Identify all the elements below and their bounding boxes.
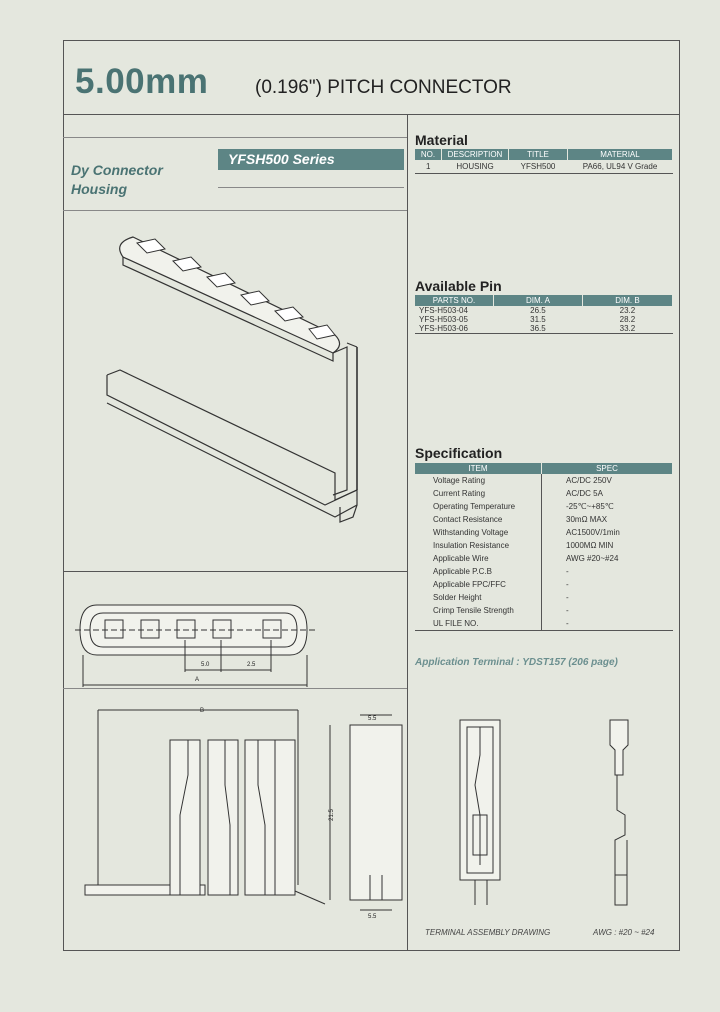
pin-col-dima: DIM. A [494, 295, 583, 306]
table-row [415, 160, 673, 174]
table-row [415, 552, 673, 565]
pin-table [415, 295, 673, 334]
table-row [415, 315, 673, 324]
dim-pitch: 5.0 [201, 662, 210, 668]
cell: 1 [426, 162, 431, 171]
product-line-top [63, 137, 407, 138]
cell: - [566, 606, 569, 615]
table-row [415, 578, 673, 591]
caption-awg: AWG : #20 ~ #24 [593, 928, 655, 937]
header-divider [63, 114, 680, 115]
cell: Solder Height [415, 591, 542, 604]
dim-top-width: 5.5 [368, 716, 377, 722]
title-pitch-inch: (0.196") PITCH CONNECTOR [255, 77, 512, 98]
material-heading: Material [415, 132, 468, 148]
cell: AWG #20~#24 [566, 554, 619, 563]
cell: - [566, 593, 569, 602]
table-row [415, 487, 673, 500]
left-divider [63, 571, 407, 572]
cell: PA66, UL94 V Grade [582, 162, 658, 171]
table-row [415, 513, 673, 526]
cell: YFS-H503-05 [419, 315, 468, 324]
series-banner: YFSH500 Series [218, 149, 404, 170]
cell: 31.5 [530, 315, 546, 324]
spec-col-item: ITEM [415, 463, 542, 474]
cell: Applicable FPC/FFC [415, 578, 542, 591]
material-col-title: TITLE [509, 149, 568, 160]
table-row [415, 324, 673, 334]
table-row [415, 500, 673, 513]
material-table [415, 149, 673, 174]
title-pitch-mm: 5.00mm [75, 62, 209, 101]
cell: HOUSING [456, 162, 494, 171]
pin-col-part: PARTS NO. [415, 295, 494, 306]
cell: YFS-H503-06 [419, 324, 468, 333]
dim-bottom-width: 5.5 [368, 914, 377, 920]
cell: 36.5 [530, 324, 546, 333]
cell: 28.2 [619, 315, 636, 324]
product-type: Housing [71, 181, 127, 197]
cell: - [566, 567, 569, 576]
table-row [415, 604, 673, 617]
cell: AC1500V/1min [566, 528, 620, 537]
cell: Operating Temperature [415, 500, 542, 513]
caption-assembly: TERMINAL ASSEMBLY DRAWING [425, 928, 551, 937]
table-row [415, 526, 673, 539]
column-divider [407, 114, 408, 951]
table-row [415, 565, 673, 578]
table-row [415, 539, 673, 552]
table-row [415, 617, 673, 631]
product-name: Dy Connector [71, 162, 163, 178]
cell: AC/DC 250V [566, 476, 612, 485]
material-col-description: DESCRIPTION [442, 149, 509, 160]
cell: YFSH500 [520, 162, 556, 171]
cell: - [566, 580, 569, 589]
cell: 30mΩ MAX [566, 515, 608, 524]
housing-isometric-drawing [95, 225, 375, 525]
material-col-material: MATERIAL [568, 149, 673, 160]
cell: UL FILE NO. [415, 617, 542, 631]
cell: 33.2 [619, 324, 636, 333]
cell: Applicable Wire [415, 552, 542, 565]
product-line-bottom [63, 210, 407, 211]
material-col-no: NO. [415, 149, 442, 160]
cell: 1000MΩ MIN [566, 541, 614, 550]
application-terminal: Application Terminal : YDST157 (206 page) [415, 657, 618, 668]
cell: Insulation Resistance [415, 539, 542, 552]
dim-a: A [195, 677, 200, 683]
cell: YFS-H503-04 [419, 306, 468, 315]
cell: - [566, 619, 569, 628]
cell: Contact Resistance [415, 513, 542, 526]
pin-col-dimb: DIM. B [582, 295, 672, 306]
specification-heading: Specification [415, 445, 503, 461]
series-line [218, 187, 404, 188]
spec-col-spec: SPEC [542, 463, 673, 474]
cell: AC/DC 5A [566, 489, 603, 498]
cell: 23.2 [619, 306, 636, 315]
specification-table [415, 463, 673, 631]
cell: Current Rating [415, 487, 542, 500]
cell: -25℃~+85℃ [566, 502, 614, 511]
cell: Withstanding Voltage [415, 526, 542, 539]
cell: 26.5 [530, 306, 546, 315]
table-row [415, 591, 673, 604]
table-row [415, 474, 673, 487]
available-pin-heading: Available Pin [415, 278, 502, 294]
table-row [415, 306, 673, 315]
dim-half-pitch: 2.5 [247, 662, 256, 668]
cell: Crimp Tensile Strength [415, 604, 542, 617]
dim-height: 21.5 [328, 809, 335, 821]
housing-section-drawing [80, 705, 340, 915]
cell: Applicable P.C.B [415, 565, 542, 578]
dim-b: B [200, 708, 205, 714]
terminal-drawing [595, 715, 645, 910]
terminal-section-drawing [455, 715, 515, 910]
cell: Voltage Rating [415, 474, 542, 487]
